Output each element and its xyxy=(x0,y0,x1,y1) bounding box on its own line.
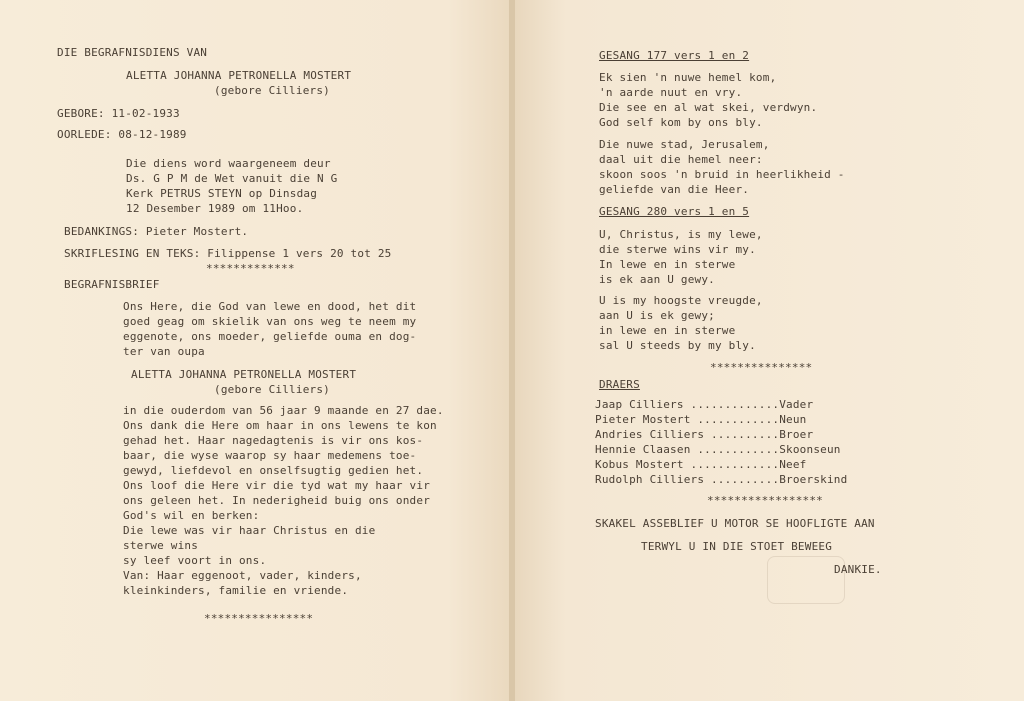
hymn-2-title: GESANG 280 vers 1 en 5 xyxy=(599,205,750,218)
obituary-body-line-3: gehad het. Haar nagedagtenis is vir ons kos- xyxy=(123,434,424,447)
right-page xyxy=(515,0,1024,701)
pallbearer-6: Rudolph Cilliers ..........Broerskind xyxy=(595,473,848,486)
service-line-4: 12 Desember 1989 om 11Hoo. xyxy=(126,202,304,215)
divider-stars: **************** xyxy=(204,612,314,625)
obituary-body-line-4: baar, die wyse waarop sy haar medemens toe- xyxy=(123,449,417,462)
obituary-intro-line-4: ter van oupa xyxy=(123,345,205,358)
pallbearer-3: Andries Cilliers ..........Broer xyxy=(595,428,814,441)
obituary-body-line-5: gewyd, liefdevol en onselfsugtig gedien het. xyxy=(123,464,424,477)
pallbearer-1: Jaap Cilliers .............Vader xyxy=(595,398,814,411)
divider-stars: ***************** xyxy=(707,494,823,507)
pallbearer-4: Hennie Claasen ............Skoonseun xyxy=(595,443,841,456)
obituary-heading: BEGRAFNISBRIEF xyxy=(64,278,160,291)
procession-notice: TERWYL U IN DIE STOET BEWEEG xyxy=(641,540,833,553)
service-line-2: Ds. G P M de Wet vanuit die N G xyxy=(126,172,338,185)
service-heading: DIE BEGRAFNISDIENS VAN xyxy=(57,46,208,59)
obituary-name: ALETTA JOHANNA PETRONELLA MOSTERT xyxy=(131,368,357,381)
hymn-1-verse-2-line-4: geliefde van die Heer. xyxy=(599,183,750,196)
obituary-body-line-13: kleinkinders, familie en vriende. xyxy=(123,584,349,597)
hymn-2-verse-2-line-4: sal U steeds by my bly. xyxy=(599,339,756,352)
obituary-body-line-10: sterwe wins xyxy=(123,539,199,552)
hymn-2-verse-2-line-3: in lewe en in sterwe xyxy=(599,324,736,337)
obituary-body-line-11: sy leef voort in ons. xyxy=(123,554,267,567)
headlights-notice: SKAKEL ASSEBLIEF U MOTOR SE HOOFLIGTE AAN xyxy=(595,517,875,530)
hymn-2-verse-1-line-3: In lewe en in sterwe xyxy=(599,258,736,271)
divider-stars: ************* xyxy=(206,262,295,275)
birth-date: GEBORE: 11-02-1933 xyxy=(57,107,180,120)
hymn-1-verse-1-line-2: 'n aarde nuut en vry. xyxy=(599,86,743,99)
hymn-1-verse-2-line-1: Die nuwe stad, Jerusalem, xyxy=(599,138,770,151)
obituary-body-line-9: Die lewe was vir haar Christus en die xyxy=(123,524,376,537)
thank-you: DANKIE. xyxy=(834,563,882,576)
service-line-1: Die diens word waargeneem deur xyxy=(126,157,331,170)
acknowledgements: BEDANKINGS: Pieter Mostert. xyxy=(64,225,249,238)
death-date: OORLEDE: 08-12-1989 xyxy=(57,128,187,141)
hymn-1-verse-2-line-3: skoon soos 'n bruid in heerlikheid - xyxy=(599,168,845,181)
hymn-1-title: GESANG 177 vers 1 en 2 xyxy=(599,49,750,62)
hymn-2-verse-1-line-2: die sterwe wins vir my. xyxy=(599,243,756,256)
scripture-reading: SKRIFLESING EN TEKS: Filippense 1 vers 20 tot 25 xyxy=(64,247,392,260)
obituary-body-line-1: in die ouderdom van 56 jaar 9 maande en 27 dae. xyxy=(123,404,444,417)
obituary-body-line-7: ons geleen het. In nederigheid buig ons onder xyxy=(123,494,431,507)
hymn-2-verse-1-line-1: U, Christus, is my lewe, xyxy=(599,228,763,241)
obituary-body-line-12: Van: Haar eggenoot, vader, kinders, xyxy=(123,569,362,582)
obituary-intro-line-1: Ons Here, die God van lewe en dood, het dit xyxy=(123,300,417,313)
obituary-intro-line-3: eggenote, ons moeder, geliefde ouma en dog- xyxy=(123,330,417,343)
hymn-2-verse-1-line-4: is ek aan U gewy. xyxy=(599,273,715,286)
pallbearers-heading: DRAERS xyxy=(599,378,640,391)
obituary-body-line-2: Ons dank die Here om haar in ons lewens te kon xyxy=(123,419,437,432)
pallbearer-2: Pieter Mostert ............Neun xyxy=(595,413,807,426)
hymn-2-verse-2-line-1: U is my hoogste vreugde, xyxy=(599,294,763,307)
hymn-1-verse-1-line-3: Die see en al wat skei, verdwyn. xyxy=(599,101,818,114)
service-line-3: Kerk PETRUS STEYN op Dinsdag xyxy=(126,187,318,200)
obituary-body-line-8: God's wil en berken: xyxy=(123,509,260,522)
hymn-1-verse-1-line-4: God self kom by ons bly. xyxy=(599,116,763,129)
obituary-intro-line-2: goed geag om skielik van ons weg te neem my xyxy=(123,315,417,328)
hymn-1-verse-2-line-2: daal uit die hemel neer: xyxy=(599,153,763,166)
faint-stamp-mark xyxy=(767,556,845,604)
deceased-name: ALETTA JOHANNA PETRONELLA MOSTERT xyxy=(126,69,352,82)
deceased-maiden-name: (gebore Cilliers) xyxy=(214,84,330,97)
obituary-body-line-6: Ons loof die Here vir die tyd wat my haar vir xyxy=(123,479,431,492)
hymn-1-verse-1-line-1: Ek sien 'n nuwe hemel kom, xyxy=(599,71,777,84)
divider-stars: *************** xyxy=(710,361,813,374)
left-page xyxy=(0,0,509,701)
hymn-2-verse-2-line-2: aan U is ek gewy; xyxy=(599,309,715,322)
obituary-maiden-name: (gebore Cilliers) xyxy=(214,383,330,396)
pallbearer-5: Kobus Mostert .............Neef xyxy=(595,458,807,471)
